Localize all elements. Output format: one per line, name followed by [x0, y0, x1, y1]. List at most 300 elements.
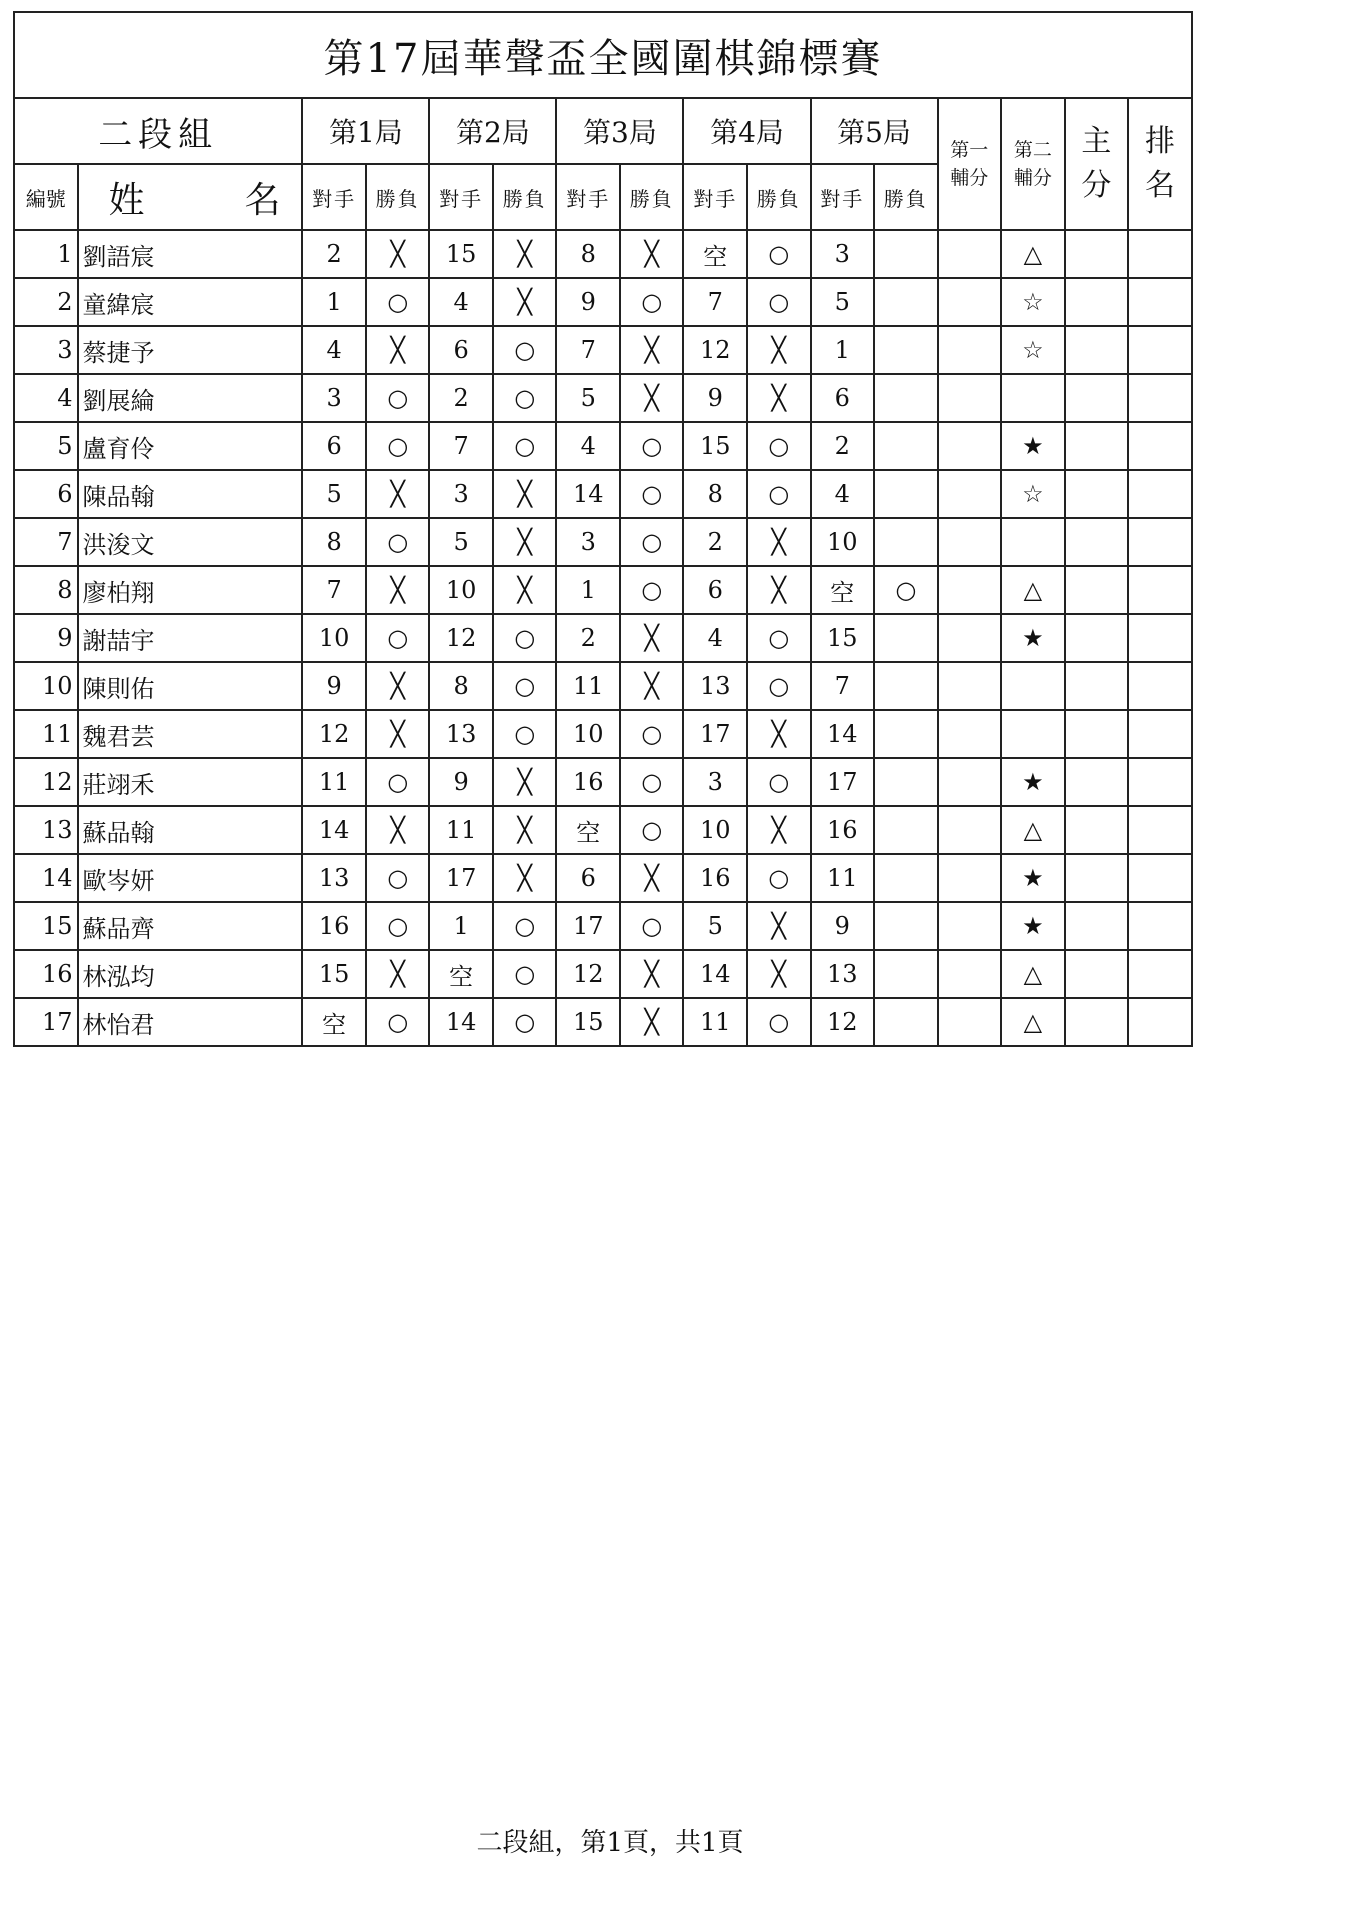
- opponent-cell: 3: [811, 230, 875, 278]
- main-score-header: 主 分: [1065, 98, 1129, 230]
- result-cell: ╳: [366, 230, 430, 278]
- table-row: [14, 662, 1192, 710]
- opponent-cell: 6: [556, 854, 620, 902]
- result-cell: ○: [493, 422, 557, 470]
- result-cell: ○: [366, 278, 430, 326]
- result-cell: ○: [366, 854, 430, 902]
- result-cell: ╳: [366, 326, 430, 374]
- player-number: 14: [14, 854, 78, 902]
- result-cell: ○: [366, 998, 430, 1046]
- opponent-cell: 空: [429, 950, 493, 998]
- aux2-header: 第二 輔分: [1001, 98, 1065, 230]
- opponent-cell: 空: [556, 806, 620, 854]
- result-cell: ╳: [620, 326, 684, 374]
- table-row: [14, 422, 1192, 470]
- rank-cell: [1128, 230, 1192, 278]
- player-number: 17: [14, 998, 78, 1046]
- result-cell: ╳: [366, 566, 430, 614]
- aux1-cell: [938, 998, 1002, 1046]
- opponent-cell: 空: [683, 230, 747, 278]
- player-number: 13: [14, 806, 78, 854]
- opponent-cell: 14: [429, 998, 493, 1046]
- page-title: 第17屆華聲盃全國圍棋錦標賽: [14, 12, 1192, 98]
- opponent-cell: 13: [811, 950, 875, 998]
- result-cell: ○: [747, 470, 811, 518]
- player-number: 9: [14, 614, 78, 662]
- opponent-cell: 9: [429, 758, 493, 806]
- opponent-cell: 12: [683, 326, 747, 374]
- player-number: 6: [14, 470, 78, 518]
- result-cell: ╳: [747, 806, 811, 854]
- result-cell: ○: [620, 902, 684, 950]
- opponent-cell: 1: [811, 326, 875, 374]
- opponent-cell: 7: [429, 422, 493, 470]
- opponent-cell: 14: [683, 950, 747, 998]
- rank-cell: [1128, 998, 1192, 1046]
- main-score-cell: [1065, 998, 1129, 1046]
- rank-cell: [1128, 806, 1192, 854]
- result-header: 勝負: [747, 164, 811, 230]
- result-cell: ╳: [747, 950, 811, 998]
- aux2-cell: ★: [1001, 614, 1065, 662]
- opponent-cell: 12: [811, 998, 875, 1046]
- opponent-cell: 16: [683, 854, 747, 902]
- player-name: 廖柏翔: [78, 566, 303, 614]
- opponent-cell: 14: [811, 710, 875, 758]
- opponent-header: 對手: [683, 164, 747, 230]
- opponent-cell: 6: [302, 422, 366, 470]
- opponent-cell: 9: [811, 902, 875, 950]
- player-number: 3: [14, 326, 78, 374]
- rank-cell: [1128, 278, 1192, 326]
- main-score-cell: [1065, 758, 1129, 806]
- opponent-cell: 5: [429, 518, 493, 566]
- opponent-cell: 3: [302, 374, 366, 422]
- result-cell: ╳: [366, 470, 430, 518]
- player-name: 歐岑妍: [78, 854, 303, 902]
- aux2-cell: ★: [1001, 902, 1065, 950]
- opponent-cell: 17: [556, 902, 620, 950]
- opponent-cell: 14: [556, 470, 620, 518]
- result-cell: ○: [874, 566, 938, 614]
- main-score-cell: [1065, 566, 1129, 614]
- opponent-cell: 16: [556, 758, 620, 806]
- result-cell: ╳: [366, 710, 430, 758]
- aux2-cell: △: [1001, 998, 1065, 1046]
- opponent-cell: 16: [302, 902, 366, 950]
- player-number: 7: [14, 518, 78, 566]
- player-name: 蘇品翰: [78, 806, 303, 854]
- result-cell: ○: [747, 422, 811, 470]
- result-cell: [874, 518, 938, 566]
- aux2-cell: [1001, 710, 1065, 758]
- result-cell: ╳: [493, 854, 557, 902]
- player-name: 劉語宸: [78, 230, 303, 278]
- aux1-cell: [938, 614, 1002, 662]
- player-number: 16: [14, 950, 78, 998]
- opponent-cell: 4: [811, 470, 875, 518]
- result-cell: ╳: [366, 662, 430, 710]
- result-cell: ╳: [620, 662, 684, 710]
- table-row: [14, 326, 1192, 374]
- aux2-cell: ★: [1001, 422, 1065, 470]
- result-header: 勝負: [366, 164, 430, 230]
- player-number: 12: [14, 758, 78, 806]
- result-cell: ╳: [366, 806, 430, 854]
- opponent-cell: 1: [302, 278, 366, 326]
- main-score-cell: [1065, 902, 1129, 950]
- table-row: [14, 902, 1192, 950]
- opponent-cell: 15: [429, 230, 493, 278]
- result-cell: [874, 278, 938, 326]
- opponent-cell: 5: [683, 902, 747, 950]
- opponent-cell: 6: [683, 566, 747, 614]
- aux1-cell: [938, 230, 1002, 278]
- result-cell: ○: [747, 758, 811, 806]
- aux1-cell: [938, 806, 1002, 854]
- result-cell: ╳: [493, 278, 557, 326]
- table-row: [14, 230, 1192, 278]
- main-score-cell: [1065, 374, 1129, 422]
- result-cell: [874, 662, 938, 710]
- aux1-cell: [938, 902, 1002, 950]
- rank-cell: [1128, 614, 1192, 662]
- result-cell: ○: [620, 278, 684, 326]
- opponent-cell: 7: [556, 326, 620, 374]
- result-cell: ○: [366, 518, 430, 566]
- opponent-cell: 17: [429, 854, 493, 902]
- rank-cell: [1128, 902, 1192, 950]
- main-score-cell: [1065, 422, 1129, 470]
- aux2-cell: ★: [1001, 758, 1065, 806]
- result-cell: [874, 758, 938, 806]
- table-row: [14, 614, 1192, 662]
- result-cell: [874, 614, 938, 662]
- round-4-header: 第4局: [683, 98, 810, 164]
- opponent-cell: 3: [429, 470, 493, 518]
- opponent-cell: 12: [302, 710, 366, 758]
- opponent-cell: 4: [556, 422, 620, 470]
- result-cell: ○: [747, 998, 811, 1046]
- aux1-cell: [938, 950, 1002, 998]
- player-name: 魏君芸: [78, 710, 303, 758]
- round-5-header: 第5局: [811, 98, 938, 164]
- table-row: [14, 950, 1192, 998]
- opponent-cell: 6: [429, 326, 493, 374]
- opponent-cell: 8: [302, 518, 366, 566]
- result-cell: ○: [620, 518, 684, 566]
- player-number: 15: [14, 902, 78, 950]
- opponent-cell: 2: [811, 422, 875, 470]
- opponent-cell: 11: [302, 758, 366, 806]
- aux2-cell: ☆: [1001, 470, 1065, 518]
- result-cell: ╳: [620, 998, 684, 1046]
- result-cell: ╳: [747, 518, 811, 566]
- table-row: [14, 470, 1192, 518]
- result-cell: [874, 374, 938, 422]
- player-name: 蔡捷予: [78, 326, 303, 374]
- opponent-cell: 11: [556, 662, 620, 710]
- opponent-cell: 9: [556, 278, 620, 326]
- result-cell: ○: [366, 614, 430, 662]
- opponent-cell: 12: [429, 614, 493, 662]
- result-cell: [874, 422, 938, 470]
- aux2-cell: ★: [1001, 854, 1065, 902]
- main-score-cell: [1065, 326, 1129, 374]
- result-cell: ○: [493, 614, 557, 662]
- result-header: 勝負: [493, 164, 557, 230]
- result-cell: ○: [493, 902, 557, 950]
- aux2-cell: ☆: [1001, 326, 1065, 374]
- result-cell: ○: [620, 470, 684, 518]
- player-name: 陳則佑: [78, 662, 303, 710]
- table-row: [14, 710, 1192, 758]
- opponent-cell: 15: [556, 998, 620, 1046]
- player-name: 謝喆宇: [78, 614, 303, 662]
- opponent-cell: 5: [302, 470, 366, 518]
- aux2-cell: ☆: [1001, 278, 1065, 326]
- result-cell: [874, 902, 938, 950]
- opponent-cell: 1: [556, 566, 620, 614]
- table-row: [14, 806, 1192, 854]
- aux1-cell: [938, 374, 1002, 422]
- result-cell: ○: [493, 950, 557, 998]
- result-cell: ○: [747, 230, 811, 278]
- player-name: 陳品翰: [78, 470, 303, 518]
- aux1-cell: [938, 662, 1002, 710]
- aux1-cell: [938, 326, 1002, 374]
- result-cell: ╳: [366, 950, 430, 998]
- table-row: [14, 278, 1192, 326]
- aux2-cell: [1001, 518, 1065, 566]
- result-cell: [874, 854, 938, 902]
- result-cell: ╳: [493, 566, 557, 614]
- opponent-cell: 空: [811, 566, 875, 614]
- opponent-cell: 8: [429, 662, 493, 710]
- player-name: 林怡君: [78, 998, 303, 1046]
- player-number: 4: [14, 374, 78, 422]
- result-cell: ○: [620, 758, 684, 806]
- rank-cell: [1128, 326, 1192, 374]
- aux1-cell: [938, 758, 1002, 806]
- rank-cell: [1128, 566, 1192, 614]
- opponent-header: 對手: [302, 164, 366, 230]
- opponent-cell: 10: [302, 614, 366, 662]
- table-row: [14, 518, 1192, 566]
- opponent-cell: 11: [811, 854, 875, 902]
- rank-cell: [1128, 422, 1192, 470]
- opponent-cell: 7: [683, 278, 747, 326]
- aux1-cell: [938, 470, 1002, 518]
- opponent-cell: 3: [556, 518, 620, 566]
- opponent-cell: 13: [429, 710, 493, 758]
- result-cell: ○: [366, 374, 430, 422]
- main-score-cell: [1065, 950, 1129, 998]
- aux1-cell: [938, 278, 1002, 326]
- rank-header: 排 名: [1128, 98, 1192, 230]
- opponent-cell: 14: [302, 806, 366, 854]
- opponent-cell: 15: [302, 950, 366, 998]
- aux1-cell: [938, 518, 1002, 566]
- player-name: 童緯宸: [78, 278, 303, 326]
- result-cell: ○: [747, 614, 811, 662]
- result-header: 勝負: [874, 164, 938, 230]
- aux2-cell: [1001, 374, 1065, 422]
- player-name: 盧育伶: [78, 422, 303, 470]
- result-cell: ○: [493, 998, 557, 1046]
- table-row: [14, 998, 1192, 1046]
- page-footer: 二段組，第1頁，共1頁: [476, 1828, 744, 1858]
- result-cell: ○: [620, 566, 684, 614]
- number-header: 編號: [14, 164, 78, 230]
- opponent-cell: 9: [302, 662, 366, 710]
- opponent-header: 對手: [556, 164, 620, 230]
- opponent-cell: 11: [429, 806, 493, 854]
- opponent-cell: 5: [556, 374, 620, 422]
- opponent-cell: 2: [302, 230, 366, 278]
- player-number: 10: [14, 662, 78, 710]
- group-label: 二段組: [14, 98, 302, 164]
- table-row: [14, 374, 1192, 422]
- result-cell: ○: [366, 902, 430, 950]
- rank-cell: [1128, 470, 1192, 518]
- result-cell: ╳: [620, 854, 684, 902]
- opponent-cell: 10: [683, 806, 747, 854]
- opponent-cell: 11: [683, 998, 747, 1046]
- result-cell: ○: [620, 806, 684, 854]
- result-cell: [874, 998, 938, 1046]
- result-cell: ○: [620, 710, 684, 758]
- result-cell: ╳: [493, 758, 557, 806]
- aux2-cell: [1001, 662, 1065, 710]
- aux1-header: 第一 輔分: [938, 98, 1002, 230]
- aux1-cell: [938, 422, 1002, 470]
- table-row: [14, 854, 1192, 902]
- result-cell: ○: [747, 278, 811, 326]
- aux2-cell: △: [1001, 566, 1065, 614]
- result-cell: ○: [493, 326, 557, 374]
- aux2-cell: △: [1001, 950, 1065, 998]
- aux1-cell: [938, 854, 1002, 902]
- main-score-cell: [1065, 230, 1129, 278]
- aux2-cell: △: [1001, 230, 1065, 278]
- result-cell: ○: [747, 662, 811, 710]
- name-header: 姓 名: [78, 164, 303, 230]
- opponent-cell: 12: [556, 950, 620, 998]
- result-cell: ○: [747, 854, 811, 902]
- opponent-cell: 7: [302, 566, 366, 614]
- main-score-cell: [1065, 470, 1129, 518]
- aux2-cell: △: [1001, 806, 1065, 854]
- opponent-cell: 4: [683, 614, 747, 662]
- rank-cell: [1128, 374, 1192, 422]
- result-cell: ○: [620, 422, 684, 470]
- table-row: [14, 758, 1192, 806]
- result-header: 勝負: [620, 164, 684, 230]
- result-cell: ○: [493, 710, 557, 758]
- round-1-header: 第1局: [302, 98, 429, 164]
- rank-cell: [1128, 518, 1192, 566]
- aux1-cell: [938, 566, 1002, 614]
- result-cell: ○: [493, 662, 557, 710]
- result-cell: [874, 230, 938, 278]
- opponent-cell: 15: [683, 422, 747, 470]
- result-cell: ╳: [493, 470, 557, 518]
- player-number: 1: [14, 230, 78, 278]
- opponent-cell: 8: [556, 230, 620, 278]
- round-3-header: 第3局: [556, 98, 683, 164]
- rank-cell: [1128, 758, 1192, 806]
- player-name: 劉展綸: [78, 374, 303, 422]
- opponent-cell: 2: [429, 374, 493, 422]
- rank-cell: [1128, 662, 1192, 710]
- opponent-cell: 1: [429, 902, 493, 950]
- player-number: 2: [14, 278, 78, 326]
- result-cell: ╳: [493, 230, 557, 278]
- opponent-cell: 空: [302, 998, 366, 1046]
- opponent-cell: 4: [429, 278, 493, 326]
- opponent-cell: 4: [302, 326, 366, 374]
- opponent-cell: 10: [556, 710, 620, 758]
- opponent-cell: 17: [811, 758, 875, 806]
- table-row: [14, 566, 1192, 614]
- opponent-cell: 13: [302, 854, 366, 902]
- opponent-cell: 2: [683, 518, 747, 566]
- player-number: 11: [14, 710, 78, 758]
- result-cell: ╳: [747, 710, 811, 758]
- opponent-cell: 15: [811, 614, 875, 662]
- result-cell: ╳: [747, 374, 811, 422]
- result-cell: [874, 470, 938, 518]
- main-score-cell: [1065, 806, 1129, 854]
- rank-cell: [1128, 950, 1192, 998]
- result-cell: ╳: [747, 566, 811, 614]
- result-cell: [874, 326, 938, 374]
- main-score-cell: [1065, 518, 1129, 566]
- opponent-header: 對手: [429, 164, 493, 230]
- result-cell: ╳: [493, 806, 557, 854]
- result-cell: [874, 710, 938, 758]
- result-cell: [874, 950, 938, 998]
- opponent-cell: 5: [811, 278, 875, 326]
- result-cell: ╳: [493, 518, 557, 566]
- opponent-cell: 6: [811, 374, 875, 422]
- result-cell: ╳: [747, 326, 811, 374]
- result-cell: ╳: [620, 950, 684, 998]
- player-name: 蘇品齊: [78, 902, 303, 950]
- opponent-cell: 2: [556, 614, 620, 662]
- round-2-header: 第2局: [429, 98, 556, 164]
- result-cell: ╳: [620, 614, 684, 662]
- main-score-cell: [1065, 614, 1129, 662]
- result-cell: ○: [366, 758, 430, 806]
- result-cell: ○: [493, 374, 557, 422]
- player-number: 8: [14, 566, 78, 614]
- result-cell: ○: [366, 422, 430, 470]
- opponent-cell: 9: [683, 374, 747, 422]
- opponent-cell: 17: [683, 710, 747, 758]
- main-score-cell: [1065, 662, 1129, 710]
- opponent-cell: 16: [811, 806, 875, 854]
- main-score-cell: [1065, 278, 1129, 326]
- score-sheet: [13, 11, 1193, 1047]
- main-score-cell: [1065, 854, 1129, 902]
- player-name: 洪浚文: [78, 518, 303, 566]
- player-name: 林泓均: [78, 950, 303, 998]
- results-table: [13, 11, 1193, 1047]
- opponent-cell: 10: [429, 566, 493, 614]
- rank-cell: [1128, 854, 1192, 902]
